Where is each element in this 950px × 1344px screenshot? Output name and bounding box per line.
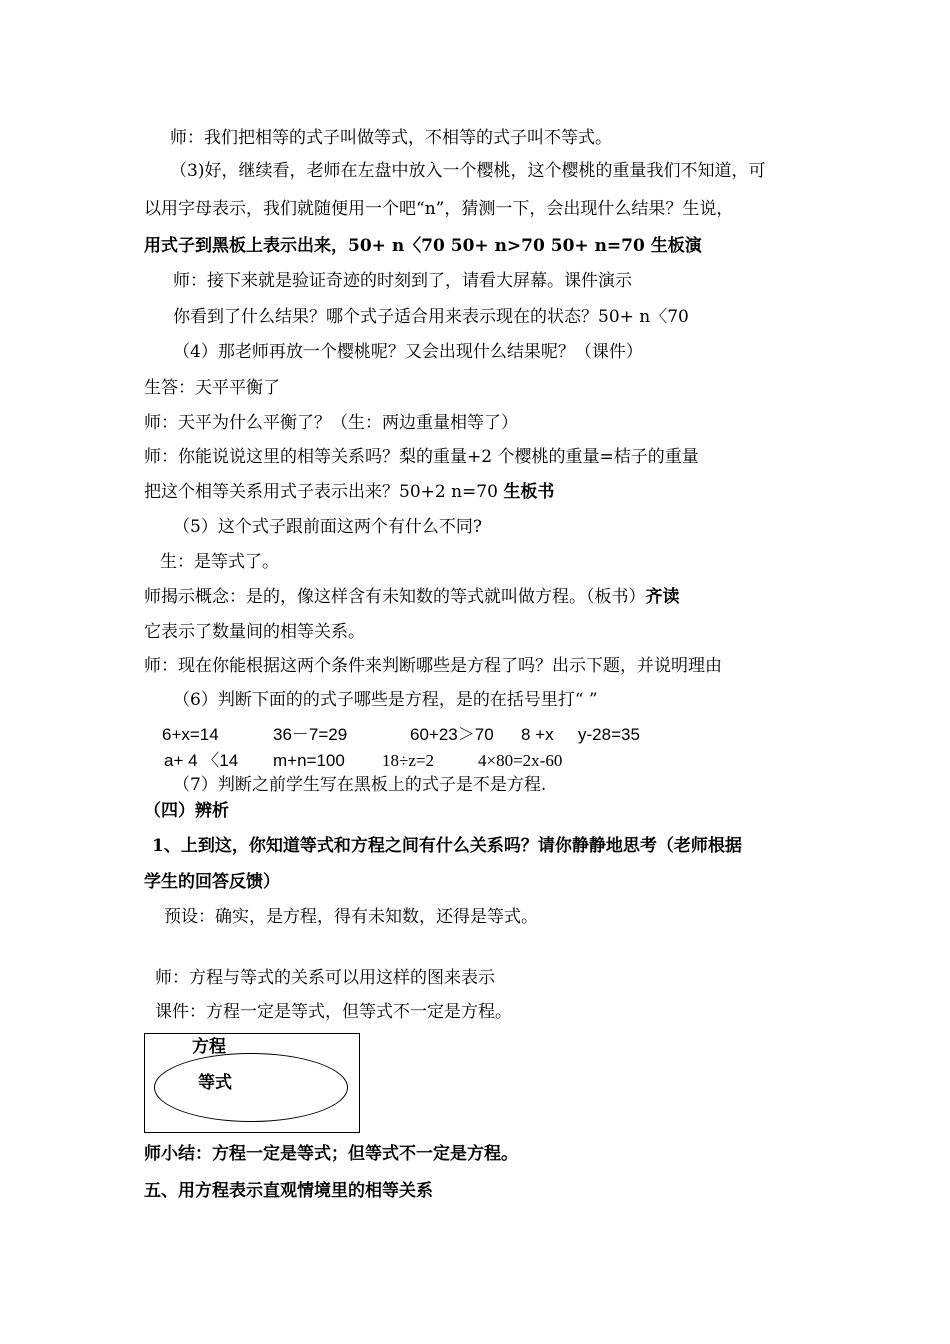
exercise-1: 6+x=14 (162, 725, 219, 744)
text-line-10: 师：你能说说这里的相等关系吗？梨的重量+2 个樱桃的重量=桔子的重量 (144, 447, 699, 467)
teacher-summary: 师小结：方程一定是等式；但等式不一定是方程。 (144, 1144, 518, 1164)
text-line-14-bold: 齐读 (645, 587, 680, 607)
text-line-9: 师：天平为什么平衡了？（生：两边重量相等了） (144, 413, 518, 433)
exercise-2: 36－7=29 (273, 725, 348, 744)
text-line-25: 师：方程与等式的关系可以用这样的图来表示 (155, 968, 495, 988)
text-line-22: 1、上到这，你知道等式和方程之间有什么关系吗？请你静静地思考（老师根据 (152, 836, 742, 856)
text-line-14 (144, 586, 680, 608)
text-line-20: （7）判断之前学生写在黑板上的式子是不是方程. (173, 775, 547, 795)
exercise-9: 4×80=2x-60 (478, 751, 563, 770)
exercise-4: 8 +x (521, 725, 554, 744)
equality-set-ellipse (154, 1053, 348, 1122)
text-line-11-bold: 生板书 (503, 482, 555, 502)
equality-label: 等式 (198, 1073, 232, 1092)
text-line-7: （4）那老师再放一个樱桃呢？又会出现什么结果呢？（课件） (173, 342, 643, 362)
text-line-14-main: 师揭示概念：是的，像这样含有未知数的等式就叫做方程。（板书） (144, 587, 646, 607)
text-line-24: 预设：确实，是方程，得有未知数，还得是等式。 (164, 907, 538, 927)
text-line-26: 课件：方程一定是等式，但等式不一定是方程。 (155, 1002, 512, 1022)
equation-label: 方程 (192, 1037, 226, 1056)
text-line-15: 它表示了数量间的相等关系。 (144, 622, 365, 642)
exercise-7: m+n=100 (273, 751, 345, 770)
section-heading-analysis: （四）辨析 (144, 801, 229, 821)
text-line-6: 你看到了什么结果？哪个式子适合用来表示现在的状态？50+ n〈70 (173, 307, 689, 327)
text-line-23: 学生的回答反馈） (144, 872, 280, 892)
text-line-17: （6）判断下面的的式子哪些是方程，是的在括号里打“ ” (173, 690, 598, 710)
exercise-5: y-28=35 (578, 725, 640, 744)
exercise-6: a+ 4 〈14 (164, 751, 239, 770)
text-line-11-main: 把这个相等关系用式子表示出来？50+2 n=70 (144, 482, 504, 502)
text-line-8: 生答：天平平衡了 (144, 378, 280, 398)
text-line-3: 以用字母表示，我们就随便用一个吧“n”，猜测一下，会出现什么结果？生说， (144, 199, 734, 219)
exercise-8: 18÷z=2 (382, 751, 434, 770)
text-line-12: （5）这个式子跟前面这两个有什么不同? (173, 517, 482, 537)
section-heading-five: 五、用方程表示直观情境里的相等关系 (144, 1181, 433, 1201)
text-line-1: 师：我们把相等的式子叫做等式，不相等的式子叫不等式。 (170, 128, 612, 148)
text-line-4: 用式子到黑板上表示出来，50+ n〈70 50+ n>70 50+ n=70 生板演 (144, 236, 702, 256)
text-line-11 (144, 481, 554, 503)
text-line-5: 师：接下来就是验证奇迹的时刻到了，请看大屏幕。课件演示 (173, 271, 632, 291)
text-line-2: （3)好，继续看，老师在左盘中放入一个樱桃，这个樱桃的重量我们不知道，可 (170, 161, 766, 181)
text-line-13: 生：是等式了。 (160, 552, 279, 572)
text-line-16: 师：现在你能根据这两个条件来判断哪些是方程了吗？出示下题，并说明理由 (144, 656, 722, 676)
exercise-3: 60+23＞70 (410, 725, 494, 744)
